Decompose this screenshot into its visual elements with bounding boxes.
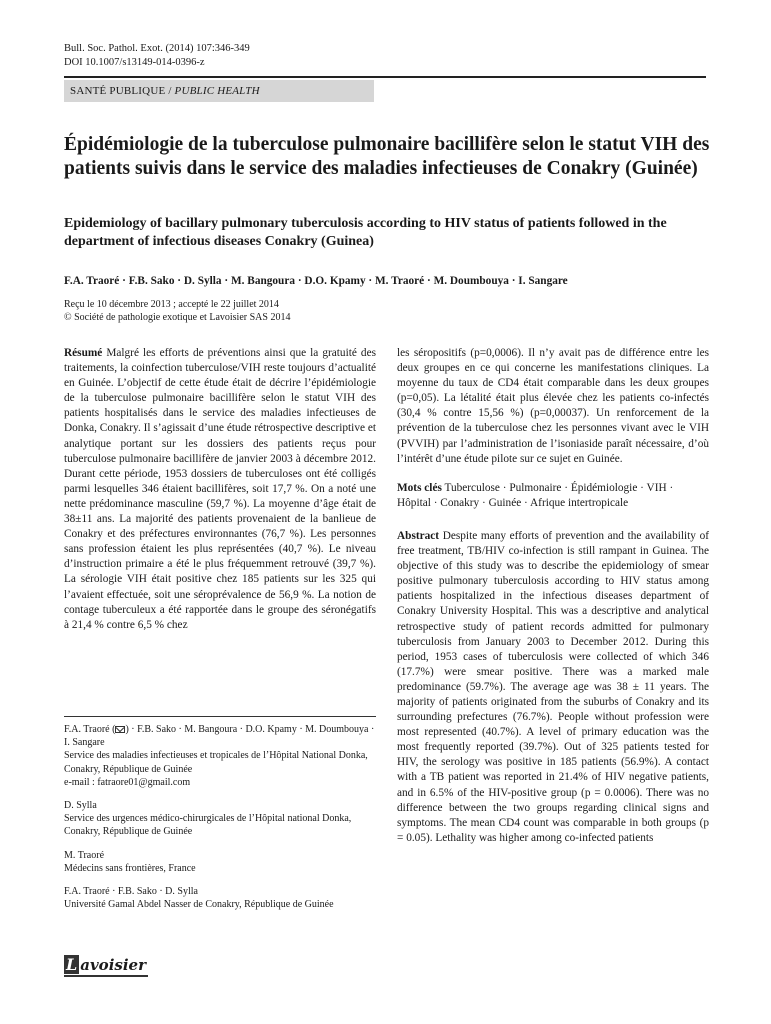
resume-continuation: les séropositifs (p=0,0006). Il n’y avait pas de différence entre les deux groupes en ce qui concerne les manifestations cliniques. La moyenne du taux de CD4 était comparable dans les deux groupes (p=0,05). La létalité était plus élevée chez les patients co-infectés (30,4 % contre 15,56 %) (p=0,00037). Un renforcement de la prévention de la tuberculose chez les personnes vivant avec le VIH (PVVIH) par l’administration de l’isoniaside paraît nécessaire, d’où l’intérêt d’une étude pilote sur ce sujet en Guinée.: [397, 347, 709, 465]
affiliation-address: Médecins sans frontières, France: [64, 862, 196, 874]
coauthors: ) · F.B. Sako · M. Bangoura · D.O. Kpamy · M. Doumbouya · I. Sangare: [64, 724, 375, 749]
section-label-en: PUBLIC HEALTH: [174, 85, 260, 97]
affiliation-block-3: [64, 849, 376, 875]
affiliation-address: Service des maladies infectieuses et tropicales de l’Hôpital National Donka, Conakry, République de Guinée: [64, 750, 368, 775]
keywords-text: Tuberculose · Pulmonaire · Épidémiologie · VIH · Hôpital · Conakry · Guinée · Afrique intertropicale: [397, 481, 674, 509]
publisher-logo-initial: L: [66, 955, 78, 974]
affiliation-address: Service des urgences médico-chirurgicales de l’Hôpital national Donka, Conakry, République de Guinée: [64, 813, 352, 838]
section-label-fr: SANTÉ PUBLIQUE /: [70, 85, 175, 97]
journal-reference: [64, 42, 250, 70]
header-rule: [64, 76, 706, 78]
article-title-fr: Épidémiologie de la tuberculose pulmonaire bacillifère selon le statut VIH des patients suivis dans le service des maladies infectieuses de Conakry (Guinée): [64, 134, 710, 179]
keywords-paragraph: [397, 481, 709, 511]
author-list: F.A. Traoré · F.B. Sako · D. Sylla · M. Bangoura · D.O. Kpamy · M. Traoré · M. Doumbouya · I. Sangare: [64, 275, 568, 287]
received-date: Reçu le 10 décembre 2013 ; accepté le 22 juillet 2014: [64, 299, 279, 310]
resume-paragraph: [64, 346, 376, 633]
resume-text: Malgré les efforts de préventions ainsi que la gratuité des traitements, la coinfection tuberculose/VIH reste toujours d’actualité en Guinée. L’objectif de cette étude était de décrire l’épidémiologie de la tuberculose pulmonaire bacillifère selon le statut VIH des patients hospitalisés dans le service des maladies infectieuses de Donka, Conakry. Il s’agissait d’une étude rétrospective descriptive et analytique portant sur les dossiers des patients reçus pour tuberculose pulmonaire bacillifère de janvier 2003 à décembre 2012. Durant cette période, 1953 dossiers de tuberculoses ont été colligés parmi lesquelles 346 étaient bacillifères, soit 17,7 %. On a noté une nette prédominance masculine (59,7 %). La moyenne d’âge était de 38±11 ans. La majorité des patients provenaient de la banlieue de Conakry et des préfectures environnantes (76,7 %). Les personnes sans profession étaient les plus représentées (40,7 %). Le niveau d’instruction primaire a été le plus fréquemment retrouvé (39,7 %). La sérologie VIH était positive chez 185 patients sur les 325 qui l’avaient effectuée, soit une séroprévalence de 56,9 %. La notion de contage tuberculeux a été rapportée dans le groupe des séronégatifs à 21,4 % contre 6,5 % chez: [64, 347, 376, 631]
section-band: [64, 80, 374, 102]
affiliation-block-1: [64, 723, 376, 789]
abstract-label: Abstract: [397, 529, 440, 542]
affiliation-block-4: [64, 885, 376, 911]
envelope-icon: [115, 726, 125, 733]
article-dates: [64, 298, 290, 324]
affiliation-authors: D. Sylla: [64, 800, 97, 812]
publisher-logo-text: avoisier: [80, 956, 146, 974]
affiliation-block-2: [64, 799, 376, 839]
right-column: [397, 346, 709, 846]
abstract-paragraph: [397, 529, 709, 846]
resume-left-column: [64, 346, 376, 633]
affiliation-authors: M. Traoré: [64, 849, 105, 861]
contact-email[interactable]: e-mail : fatraore01@gmail.com: [64, 776, 191, 788]
affiliation-authors: [64, 723, 376, 749]
resume-label: Résumé: [64, 347, 103, 359]
publisher-logo: [64, 955, 148, 977]
journal-citation: Bull. Soc. Pathol. Exot. (2014) 107:346-349: [64, 43, 250, 54]
doi: DOI 10.1007/s13149-014-0396-z: [64, 57, 205, 68]
author-affiliations: [64, 723, 376, 921]
footnote-rule: [64, 716, 376, 717]
keywords-label: Mots clés: [397, 481, 442, 494]
abstract-text: Despite many efforts of prevention and the availability of free treatment, TB/HIV co-infection is still rampant in Guinea. The objective of this study was to describe the epidemiology of smear positive pulmonary tuberculosis according to HIV status among patients hospitalized in the infectious diseases department of Conakry University Hospital. This was a descriptive and analytical retrospective study of patient records admitted for pulmonary tuberculosis from January 2003 to December 2012. During this period, 1953 cases of tuberculosis were collected of which 346 (17.7%) were smear positive. There was a marked male predominance (59.7%). The average age was 38 ± 11 years. The majority of patients originated from the suburbs of Conakry and its surrounding prefectures (76.7%). People without profession were most represented (40.7%). A level of primary education was the most frequently reported (39.7%). Out of 325 patients tested for HIV, the serology was positive in 185 patients (56.9%). A contact with a TB patient was reported in 21.4% of HIV negative patients, and in 6.5% of the HIV-positive group (p = 0.0006). There was no difference between the two groups regarding clinical signs and symptoms. The mean CD4 count was comparable in both groups (p = 0.05). Lethality was higher among co-infected patients: [397, 529, 709, 844]
affiliation-address: Université Gamal Abdel Nasser de Conakry, République de Guinée: [64, 899, 334, 911]
copyright: © Société de pathologie exotique et Lavoisier SAS 2014: [64, 312, 291, 323]
corresponding-author: F.A. Traoré (: [64, 724, 116, 735]
article-title-en: Epidemiology of bacillary pulmonary tuberculosis according to HIV status of patients followed in the department of infectious diseases Conakry (Guinea): [64, 216, 667, 249]
affiliation-authors: F.A. Traoré · F.B. Sako · D. Sylla: [64, 886, 198, 898]
